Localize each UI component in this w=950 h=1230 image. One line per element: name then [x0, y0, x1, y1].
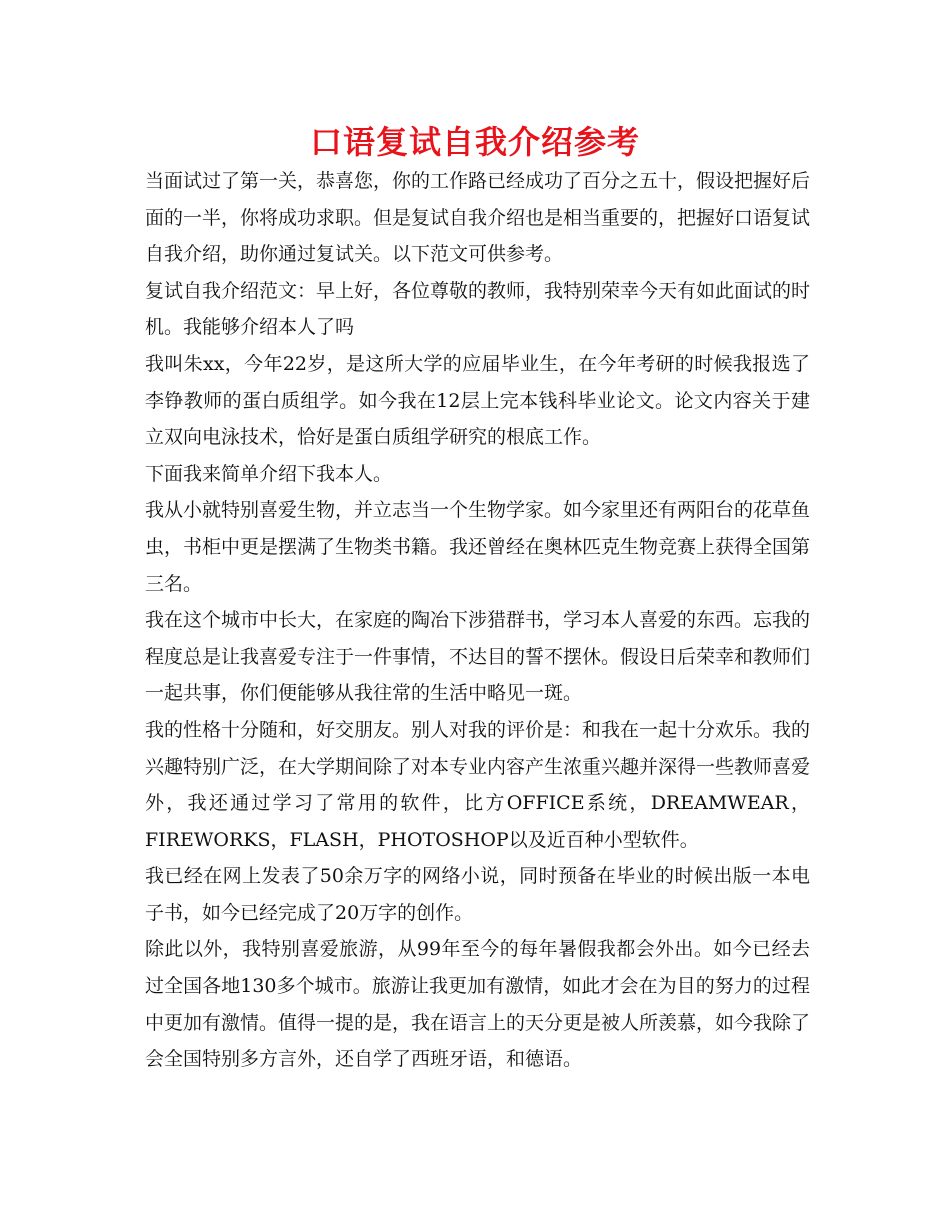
- paragraph-self-intro-lead: 下面我来简单介绍下我本人。: [145, 462, 393, 485]
- paragraph-greeting: 复试自我介绍范文：早上好，各位尊敬的教师，我特别荣幸今天有如此面试的时机。我能够介绍本人了吗: [145, 279, 811, 339]
- paragraph-biology-interest: 我从小就特别喜爱生物，并立志当一个生物学家。如今家里还有两阳台的花草鱼虫，书柜中更是摆满了生物类书籍。我还曾经在奥林匹克生物竞赛上获得全国第三名。: [145, 499, 811, 595]
- document-body: [145, 163, 810, 1078]
- paragraph-travel-language: 除此以外，我特别喜爱旅游，从99年至今的每年暑假我都会外出。如今已经去过全国各地130多个城市。旅游让我更加有激情，如此才会在为目的努力的过程中更加有激情。值得一提的是，我在语言上的天分更是被人所羡慕，如今我除了会全国特别多方言外，还自学了西班牙语，和德语。: [145, 938, 811, 1071]
- paragraph-intro: 当面试过了第一关，恭喜您，你的工作路已经成功了百分之五十，假设把握好后面的一半，你将成功求职。但是复试自我介绍也是相当重要的，把握好口语复试自我介绍，助你通过复试关。以下范文可供参考。: [145, 170, 811, 266]
- paragraph-personality: 我的性格十分随和，好交朋友。别人对我的评价是：和我在一起十分欢乐。我的兴趣特别广泛，在大学期间除了对本专业内容产生浓重兴趣并深得一些教师喜爱外，我还通过学习了常用的软件，比方OFFICE系统，DREAMWEAR，FIREWORKS，FLASH，PHOTOSHOP以及近百种小型软件。: [145, 718, 811, 851]
- document-title: 口语复试自我介绍参考: [309, 123, 640, 161]
- paragraph-growing-up: 我在这个城市中长大，在家庭的陶冶下涉猎群书，学习本人喜爱的东西。忘我的程度总是让我喜爱专注于一件事情，不达目的誓不摆休。假设日后荣幸和教师们一起共事，你们便能够从我往常的生活中略见一斑。: [145, 609, 811, 705]
- paragraph-writing: 我已经在网上发表了50余万字的网络小说，同时预备在毕业的时候出版一本电子书，如今已经完成了20万字的创作。: [145, 865, 810, 924]
- paragraph-name-background: 我叫朱xx，今年22岁，是这所大学的应届毕业生，在今年考研的时候我报选了李铮教师的蛋白质组学。如今我在12层上完本钱科毕业论文。论文内容关于建立双向电泳技术，恰好是蛋白质组学研究的根底工作。: [145, 352, 810, 449]
